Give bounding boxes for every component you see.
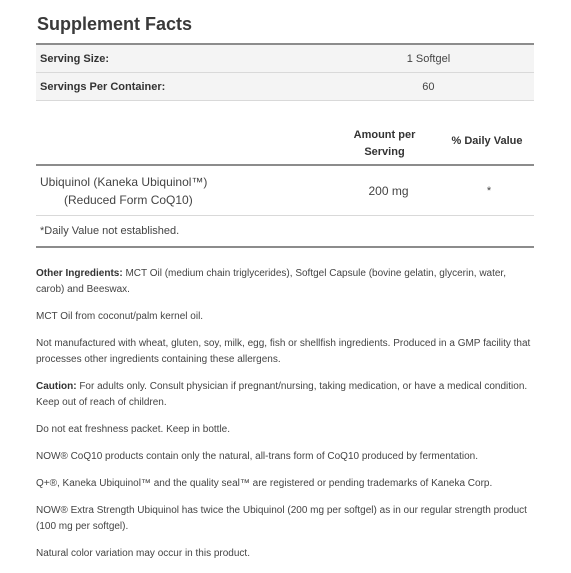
- coq10-note: NOW® CoQ10 products contain only the natural, all-trans form of CoQ10 produced by fermentation.: [36, 451, 479, 462]
- ingredient-amount: 200 mg: [368, 183, 409, 198]
- allergen-statement: Not manufactured with wheat, gluten, soy, milk, egg, fish or shellfish ingredients. Produced in a GMP facility that processes other ingredients containing these allergens.: [36, 338, 531, 365]
- facts-table: [36, 43, 534, 248]
- product-details: [36, 266, 534, 562]
- other-ingredients: Other Ingredients: MCT Oil (medium chain triglycerides), Softgel Capsule (bovine gelatin, glycerin, water, carob) and Beeswax.: [36, 268, 506, 295]
- amount-per-serving-header: Amount per Serving: [353, 129, 416, 158]
- trademark-note: Q+®, Kaneka Ubiquinol™ and the quality seal™ are registered or pending trademarks of Kaneka Corp.: [36, 478, 493, 489]
- panel-title: Supplement Facts: [37, 14, 193, 34]
- color-variation-note: Natural color variation may occur in this product.: [36, 548, 250, 559]
- servings-per-container-value: 60: [422, 80, 435, 93]
- serving-size-row: [36, 45, 534, 73]
- ingredient-name: Ubiquinol (Kaneka Ubiquinol™) (Reduced Form CoQ10): [40, 174, 208, 207]
- strength-note: NOW® Extra Strength Ubiquinol has twice the Ubiquinol (200 mg per softgel) as in our regular strength product (100 mg per softgel).: [36, 505, 527, 532]
- ingredient-daily-value: *: [486, 184, 492, 197]
- servings-per-container-row: [36, 73, 534, 101]
- supplement-facts-panel: [36, 0, 534, 573]
- freshness-note: Do not eat freshness packet. Keep in bottle.: [36, 424, 231, 435]
- caution-statement: Caution: For adults only. Consult physician if pregnant/nursing, taking medication, or have a medical condition. Keep out of reach of children.: [36, 381, 528, 408]
- daily-value-note: *Daily Value not established.: [36, 216, 534, 248]
- ingredient-row: [36, 166, 534, 216]
- serving-size-label: Serving Size:: [40, 52, 110, 65]
- daily-value-header: % Daily Value: [451, 134, 523, 147]
- serving-size-value: 1 Softgel: [406, 52, 451, 65]
- servings-per-container-label: Servings Per Container:: [40, 80, 166, 93]
- mct-source: MCT Oil from coconut/palm kernel oil.: [36, 311, 204, 322]
- table-header: [36, 101, 534, 166]
